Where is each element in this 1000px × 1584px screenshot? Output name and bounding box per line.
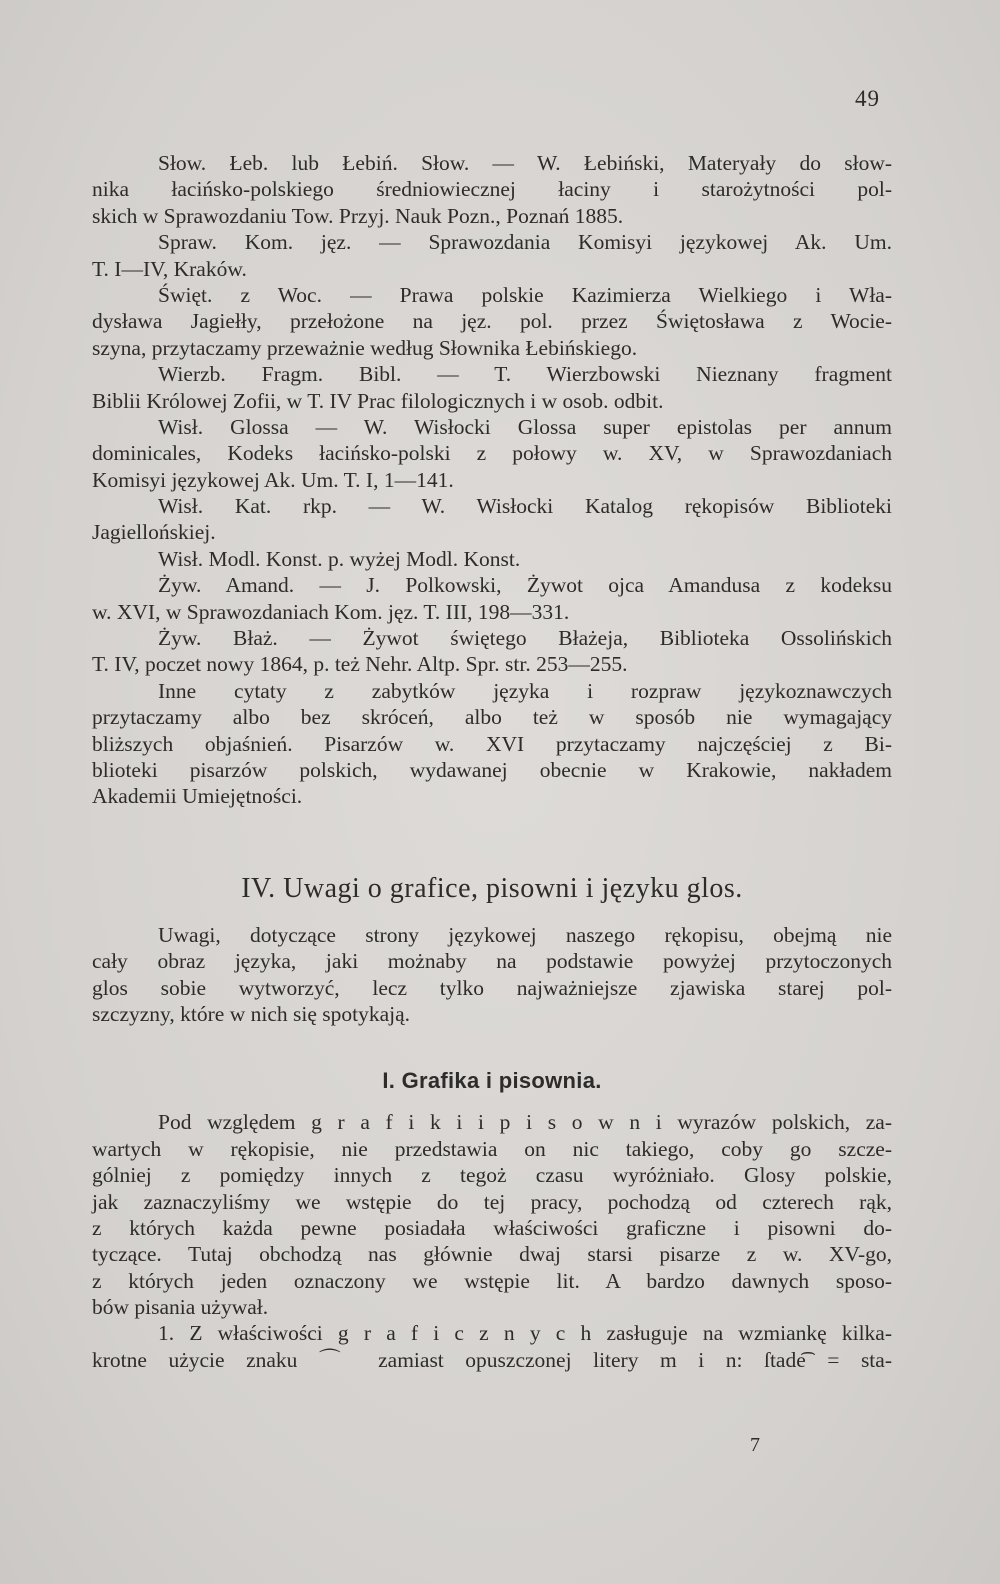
text-line: blioteki pisarzów polskich, wydawanej obecnie w Krakowie, nakładem: [92, 757, 892, 782]
text-line: jak zaznaczyliśmy we wstępie do tej pracy, pochodzą od czterech rąk,: [92, 1189, 892, 1214]
text-line: Święt. z Woc. — Prawa polskie Kazimierza Wielkiego i Wła-: [158, 282, 892, 307]
text-line: bliższych objaśnień. Pisarzów w. XVI przytaczamy najczęściej z Bi-: [92, 731, 892, 756]
text-line: Pod względem g r a f i k i i p i s o w n i wyrazów polskich, za-: [158, 1110, 892, 1135]
text-line: Spraw. Kom. jęz. — Sprawozdania Komisyi językowej Ak. Um.: [158, 230, 892, 255]
abbreviations-list: [92, 150, 892, 810]
text-line: krotne użycie znaku ⌒ zamiast opuszczonej litery m i n: ſtade͡ = sta-: [92, 1347, 892, 1372]
text-line: T. IV, poczet nowy 1864, p. też Nehr. Altp. Spr. str. 253—255.: [92, 652, 628, 677]
text-line: T. I—IV, Kraków.: [92, 256, 247, 281]
text-line: glos sobie wytworzyć, lecz tylko najważniejsze zjawiska starej pol-: [92, 975, 892, 1000]
body-paragraph: [92, 1109, 892, 1373]
text-line: skich w Sprawozdaniu Tow. Przyj. Nauk Pozn., Poznań 1885.: [92, 203, 624, 228]
text-line: szyna, przytaczamy przeważnie według Słownika Łebińskiego.: [92, 335, 638, 360]
text-line: przytaczamy albo bez skróceń, albo też w sposób nie wymagający: [92, 705, 892, 730]
text-line: gólniej z pomiędzy innych z tegoż czasu wyróżniało. Glosy polskie,: [92, 1163, 892, 1188]
page-number: 49: [855, 86, 880, 111]
intro-paragraph: [92, 922, 892, 1028]
text-line: tyczące. Tutaj obchodzą nas głównie dwaj starsi pisarze z w. XV-go,: [92, 1242, 892, 1267]
text-line: Akademii Umiejętności.: [92, 784, 303, 809]
text-line: z których jeden oznaczony we wstępie lit. A bardzo dawnych sposo-: [92, 1268, 892, 1293]
text-line: Żyw. Amand. — J. Polkowski, Żywot ojca Amandusa z kodeksu: [158, 573, 892, 598]
text-line: Biblii Królowej Zofii, w T. IV Prac filologicznych i w osob. odbit.: [92, 388, 664, 413]
text-line: Żyw. Błaż. — Żywot świętego Błażeja, Biblioteka Ossolińskich: [158, 626, 892, 651]
page-text: [92, 150, 892, 1373]
spacer: [92, 1101, 892, 1109]
text-line: Słow. Łeb. lub Łebiń. Słow. — W. Łebiński, Materyały do słow-: [158, 151, 892, 175]
signature-mark: 7: [750, 1434, 760, 1456]
spacer: [92, 910, 892, 922]
text-line: cały obraz języka, jaki możnaby na podstawie powyżej przytoczonych: [92, 949, 892, 974]
text-line: wartych w rękopisie, nie przedstawia on nic takiego, coby go szcze-: [92, 1136, 892, 1161]
subsection-heading: I. Grafika i pisownia.: [382, 1068, 602, 1094]
text-line: z których każda pewne posiadała właściwości graficzne i pisowni do-: [92, 1215, 892, 1240]
text-line: Komisyi językowej Ak. Um. T. I, 1—141.: [92, 467, 454, 492]
text-line: dominicales, Kodeks łacińsko-polski z połowy w. XV, w Sprawozdaniach: [92, 441, 892, 466]
text-line: Uwagi, dotyczące strony językowej naszego rękopisu, obejmą nie: [158, 922, 892, 947]
spacer: [92, 810, 892, 868]
text-line: dysława Jagiełły, przełożone na jęz. pol. przez Świętosława z Wocie-: [92, 309, 892, 334]
text-line: bów pisania używał.: [92, 1295, 269, 1320]
text-line: szczyzny, które w nich się spotykają.: [92, 1001, 411, 1026]
text-line: 1. Z właściwości g r a f i c z n y c h zasługuje na wzmiankę kilka-: [158, 1321, 892, 1346]
spacer: [92, 1027, 892, 1061]
text-line: w. XVI, w Sprawozdaniach Kom. jęz. T. III, 198—331.: [92, 599, 570, 624]
text-line: Wisł. Modl. Konst. p. wyżej Modl. Konst.: [158, 546, 521, 571]
text-line: Wisł. Kat. rkp. — W. Wisłocki Katalog rękopisów Biblioteki: [158, 494, 892, 519]
text-line: Inne cytaty z zabytków języka i rozpraw językoznawczych: [158, 678, 892, 703]
section-heading: IV. Uwagi o grafice, pisowni i języku glos.: [241, 872, 743, 904]
text-line: Jagiellońskiej.: [92, 520, 216, 545]
text-line: Wierzb. Fragm. Bibl. — T. Wierzbowski Nieznany fragment: [158, 362, 892, 387]
text-line: nika łacińsko-polskiego średniowiecznej łaciny i starożytności pol-: [92, 177, 892, 202]
text-line: Wisł. Glossa — W. Wisłocki Glossa super epistolas per annum: [158, 414, 892, 439]
